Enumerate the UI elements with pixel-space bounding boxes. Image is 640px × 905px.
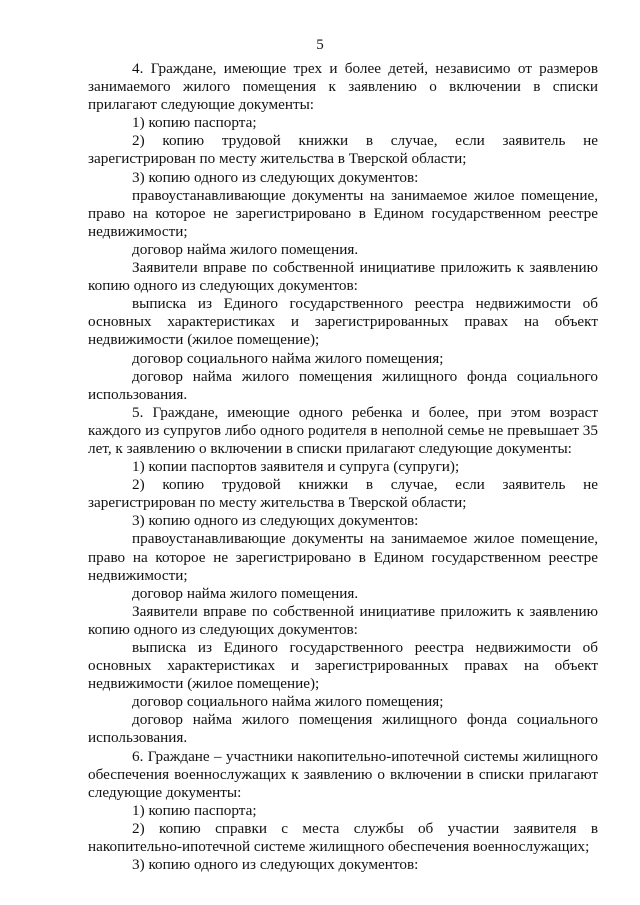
list-item: 1) копию паспорта; bbox=[132, 114, 257, 132]
list-item: 1) копию паспорта; bbox=[132, 801, 257, 819]
paragraph-4-intro: 4. Граждане, имеющие трех и более детей, независимо от размеров занимаемого жилого помещения к заявлению о включении в списки прилагают следующие документы: bbox=[88, 60, 598, 114]
list-item: договор найма жилого помещения. bbox=[132, 584, 359, 602]
page-number: 5 bbox=[316, 37, 324, 53]
list-item: 3) копию одного из следующих документов: bbox=[132, 856, 419, 874]
list-item: договор социального найма жилого помещения; bbox=[132, 693, 444, 711]
list-item: договор найма жилого помещения жилищного фонда социального использования. bbox=[88, 367, 598, 403]
list-item: правоустанавливающие документы на занимаемое жилое помещение, право на которое не зарегистрировано в Едином государственном реестре недвижимости; bbox=[88, 530, 598, 584]
paragraph: Заявители вправе по собственной инициативе приложить к заявлению копию одного из следующих документов: bbox=[88, 259, 598, 295]
list-item: 2) копию трудовой книжки в случае, если заявитель не зарегистрирован по месту жительства в Тверской области; bbox=[88, 132, 598, 168]
list-item: договор социального найма жилого помещения; bbox=[132, 349, 444, 367]
list-item: выписка из Единого государственного реестра недвижимости об основных характеристиках и зарегистрированных правах на объект недвижимости (жилое помещение); bbox=[88, 639, 598, 693]
list-item: правоустанавливающие документы на занимаемое жилое помещение, право на которое не зарегистрировано в Едином государственном реестре недвижимости; bbox=[88, 186, 598, 240]
paragraph-6-intro: 6. Граждане – участники накопительно-ипотечной системы жилищного обеспечения военнослужащих к заявлению о включении в списки прилагают следующие документы: bbox=[88, 747, 598, 801]
list-item: 2) копию трудовой книжки в случае, если заявитель не зарегистрирован по месту жительства в Тверской области; bbox=[88, 476, 598, 512]
paragraph-5-intro: 5. Граждане, имеющие одного ребенка и более, при этом возраст каждого из супругов либо одного родителя в неполной семье не превышает 35 лет, к заявлению о включении в списки прилагают следующие документы: bbox=[88, 403, 598, 457]
list-item: 1) копии паспортов заявителя и супруга (супруги); bbox=[132, 458, 460, 476]
list-item: договор найма жилого помещения жилищного фонда социального использования. bbox=[88, 711, 598, 747]
document-body bbox=[88, 60, 598, 874]
list-item: 3) копию одного из следующих документов: bbox=[132, 512, 419, 530]
list-item: 3) копию одного из следующих документов: bbox=[132, 168, 419, 186]
list-item: выписка из Единого государственного реестра недвижимости об основных характеристиках и зарегистрированных правах на объект недвижимости (жилое помещение); bbox=[88, 295, 598, 349]
list-item: 2) копию справки с места службы об участии заявителя в накопительно-ипотечной системе жилищного обеспечения военнослужащих; bbox=[88, 819, 598, 856]
list-item: договор найма жилого помещения. bbox=[132, 240, 359, 258]
paragraph: Заявители вправе по собственной инициативе приложить к заявлению копию одного из следующих документов: bbox=[88, 602, 598, 638]
